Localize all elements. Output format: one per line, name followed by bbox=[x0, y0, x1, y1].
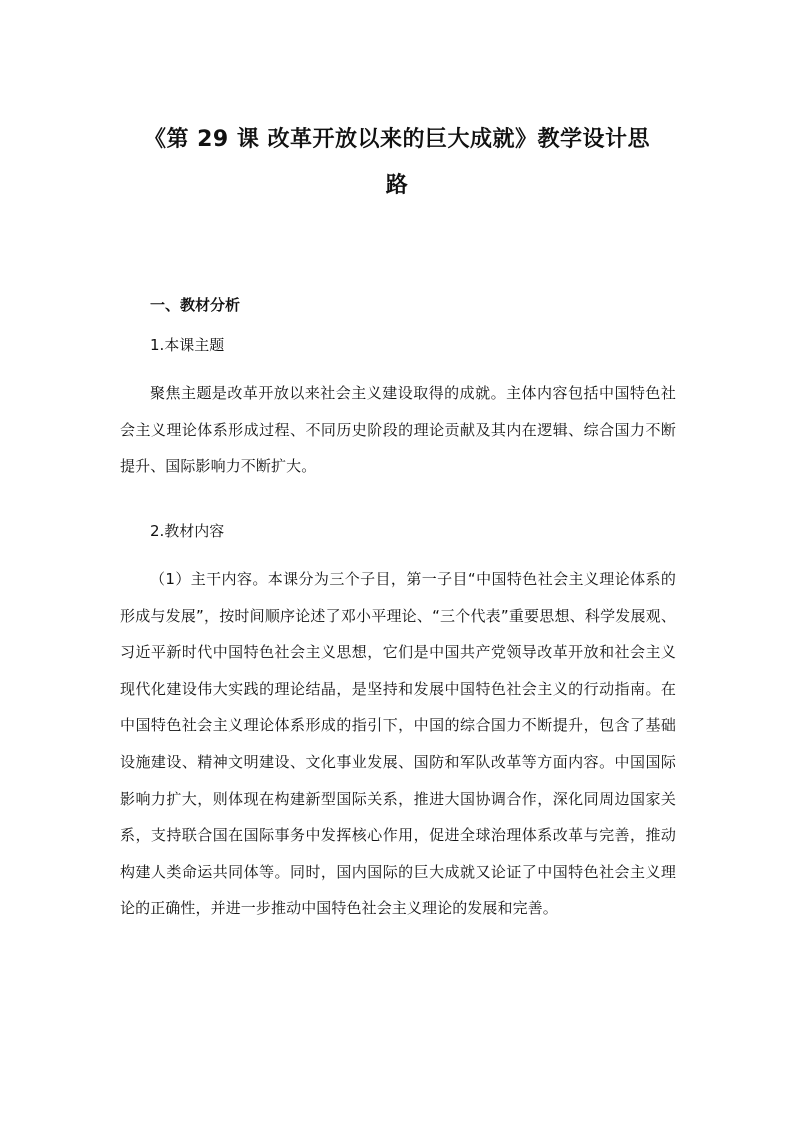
document-title bbox=[100, 117, 694, 209]
paragraph-lesson-theme: 聚焦主题是改革开放以来社会主义建设取得的成就。主体内容包括中国特色社会主义理论体系形成过程、不同历史阶段的理论贡献及其内在逻辑、综合国力不断提升、国际影响力不断扩大。 bbox=[120, 384, 676, 476]
subheading-lesson-theme: 1.本课主题 bbox=[150, 336, 225, 354]
section-heading-textbook-analysis: 一、教材分析 bbox=[150, 296, 241, 314]
paragraph-textbook-content: （1）主干内容。本课分为三个子目，第一子目“中国特色社会主义理论体系的形成与发展”，按时间顺序论述了邓小平理论、“三个代表”重要思想、科学发展观、习近平新时代中国特色社会主义思想，它们是中国共产党领导改革开放和社会主义现代化建设伟大实践的理论结晶，是坚持和发展中国特色社会主义的行动指南。在中国特色社会主义理论体系形成的指引下，中国的综合国力不断提升，包含了基础设施建设、精神文明建设、文化事业发展、国防和军队改革等方面内容。中国国际影响力扩大，则体现在构建新型国际关系，推进大国协调合作，深化同周边国家关系，支持联合国在国际事务中发挥核心作用，促进全球治理体系改革与完善，推动构建人类命运共同体等。同时，国内国际的巨大成就又论证了中国特色社会主义理论的正确性，并进一步推动中国特色社会主义理论的发展和完善。 bbox=[120, 570, 676, 918]
title-line-1: 《第 29 课 改革开放以来的巨大成就》教学设计思 bbox=[143, 127, 651, 152]
subheading-textbook-content: 2.教材内容 bbox=[150, 522, 225, 540]
title-line-2: 路 bbox=[385, 173, 409, 198]
